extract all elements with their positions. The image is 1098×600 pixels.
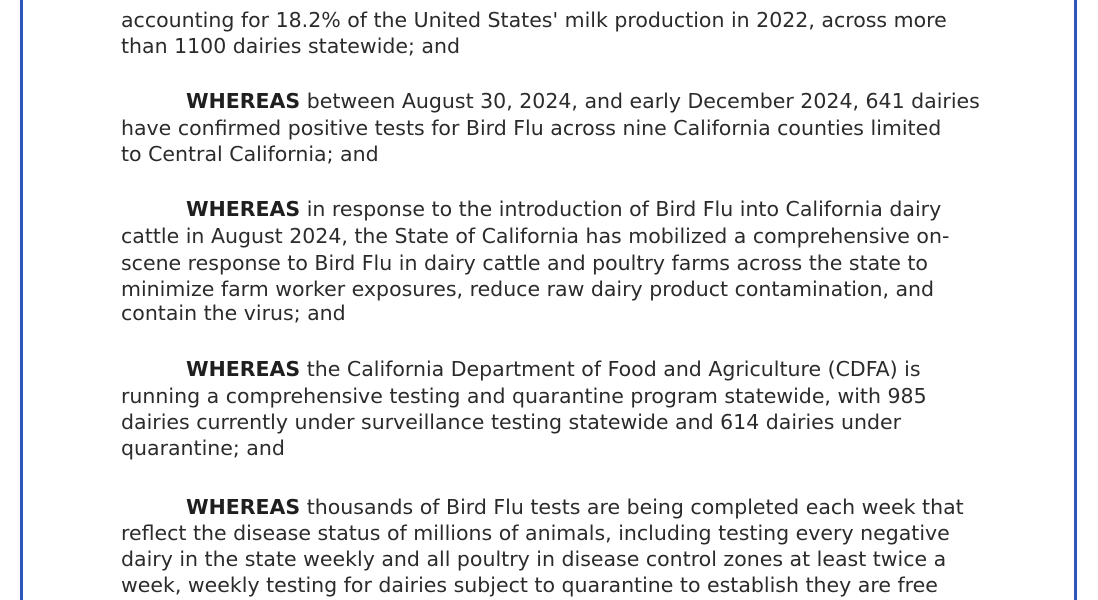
paragraph-line (186, 199, 941, 220)
line-text: in response to the introduction of Bird Flu into California dairy (300, 197, 942, 221)
line-text: scene response to Bird Flu in dairy cattle and poultry farms across the state to (121, 251, 928, 275)
whereas-keyword: WHEREAS (186, 89, 301, 113)
paragraph-line (121, 36, 460, 57)
paragraph-line (186, 91, 980, 112)
paragraph-line (186, 359, 921, 380)
paragraph-line (121, 575, 938, 596)
paragraph-line (121, 386, 927, 407)
page-border-left (20, 0, 23, 600)
line-text: to Central California; and (121, 142, 379, 166)
line-text: than 1100 dairies statewide; and (121, 34, 461, 58)
paragraph-line (121, 10, 947, 31)
paragraph-line (121, 523, 950, 544)
line-text: cattle in August 2024, the State of California has mobilized a comprehensive on- (121, 224, 950, 248)
paragraph-line (121, 549, 946, 570)
paragraph-line (121, 438, 285, 459)
whereas-keyword: WHEREAS (186, 197, 301, 221)
line-text: the California Department of Food and Agriculture (CDFA) is (300, 357, 921, 381)
line-text: dairy in the state weekly and all poultry in disease control zones at least twice a (121, 547, 947, 571)
line-text: minimize farm worker exposures, reduce raw dairy product contamination, and (121, 277, 935, 301)
line-text: reflect the disease status of millions of animals, including testing every negative (121, 521, 950, 545)
paragraph-line (121, 226, 949, 247)
line-text: thousands of Bird Flu tests are being completed each week that (300, 495, 964, 519)
whereas-keyword: WHEREAS (186, 495, 301, 519)
paragraph-line (121, 412, 901, 433)
paragraph-line (121, 279, 934, 300)
paragraph-line (121, 303, 346, 324)
line-text: week, weekly testing for dairies subject to quarantine to establish they are free (121, 573, 938, 597)
paragraph-line (121, 118, 941, 139)
line-text: running a comprehensive testing and quarantine program statewide, with 985 (121, 384, 927, 408)
line-text: between August 30, 2024, and early December 2024, 641 dairies (300, 89, 980, 113)
line-text: have confirmed positive tests for Bird Flu across nine California counties limited (121, 116, 942, 140)
whereas-keyword: WHEREAS (186, 357, 301, 381)
paragraph-line (121, 253, 928, 274)
line-text: dairies currently under surveillance testing statewide and 614 dairies under (121, 410, 902, 434)
line-text: contain the virus; and (121, 301, 346, 325)
line-text: quarantine; and (121, 436, 285, 460)
page-border-right (1074, 0, 1077, 600)
paragraph-line (186, 497, 964, 518)
paragraph-line (121, 144, 379, 165)
line-text: accounting for 18.2% of the United States' milk production in 2022, across more (121, 8, 947, 32)
